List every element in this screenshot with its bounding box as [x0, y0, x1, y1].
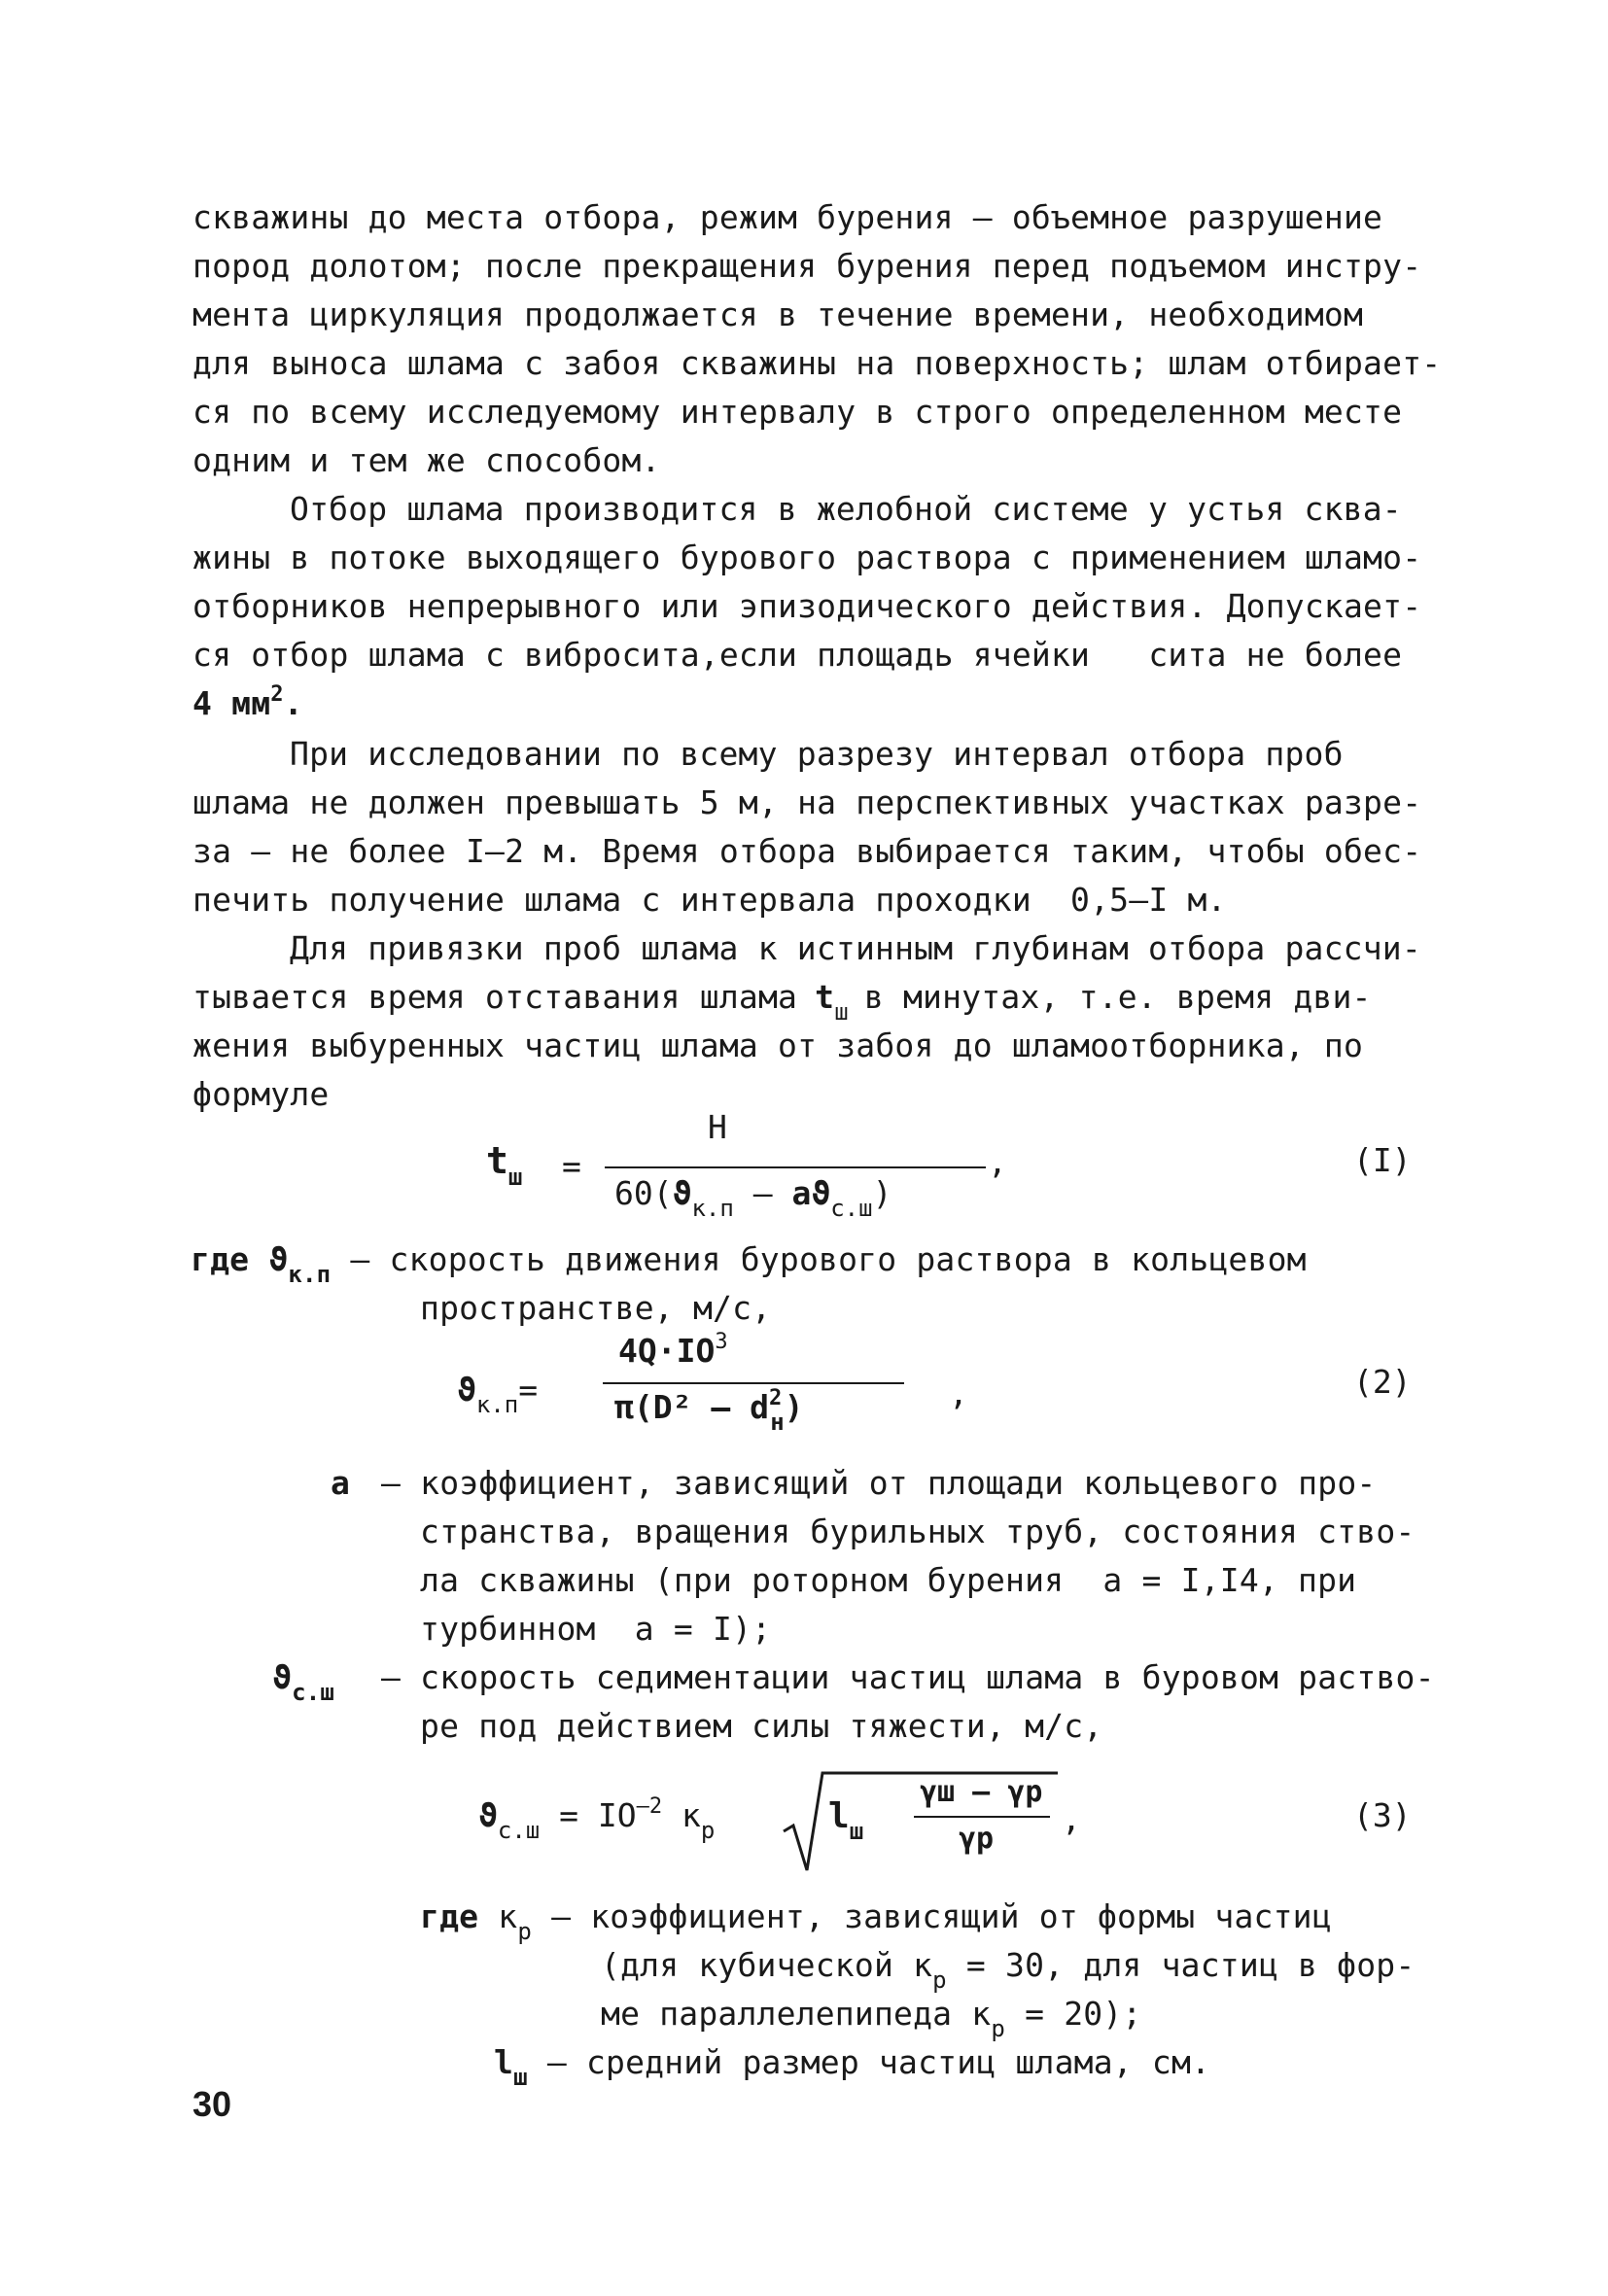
- superscript: 2: [270, 682, 284, 707]
- text-line: При исследовании по всему разрезу интервал отбора проб: [290, 735, 1344, 773]
- formula2-denominator: $\pi(D^2 - d^2_н)$: [614, 1386, 804, 1436]
- text-line: для выноса шлама с забоя скважины на поверхность; шлам отбирает-: [192, 344, 1442, 382]
- text-line: Отбор шлама производится в желобной системе у устья сква-: [290, 490, 1402, 528]
- definition-kp: где $к_р$ – коэффициент, зависящий от формы частиц: [420, 1897, 1332, 1945]
- definition-vkp: где $ϑ_{к.п}$ – скорость движения бурового раствора в кольцевом: [191, 1240, 1307, 1288]
- text-fragment: в минутах, т.е. время дви-: [863, 978, 1372, 1016]
- text-fragment: 4 мм: [192, 684, 271, 722]
- formula2-numerator: $4Q\cdot IO^3$: [618, 1330, 728, 1370]
- text-line: за – не более I–2 м. Время отбора выбирается таким, чтобы обес-: [192, 832, 1422, 870]
- fraction-bar: [605, 1166, 986, 1168]
- formula3-denominator: γр: [959, 1822, 995, 1856]
- formula3-lhs: $ϑ_{с.ш} = IO^{-2}$ $к_р$: [478, 1794, 716, 1844]
- formula1-eq: =: [562, 1147, 581, 1185]
- formula1-lhs: $t_ш$: [486, 1139, 523, 1191]
- text-line: Для привязки проб шлама к истинным глубинам отбора рассчи-: [290, 929, 1421, 967]
- text-line: ме параллелепипеда $к_р = 20$);: [601, 1995, 1142, 2042]
- text-line: шлама не должен превышать 5 м, на перспективных участках разре-: [192, 783, 1422, 821]
- text-line: ре под действием силы тяжести, м/с,: [420, 1707, 1103, 1745]
- text-fragment: .: [283, 684, 303, 722]
- text-line: турбинном a = I);: [420, 1610, 772, 1648]
- formula1-comma: ,: [988, 1143, 1007, 1181]
- text-line: – скорость седиментации частиц шлама в буровом раство-: [381, 1658, 1435, 1696]
- fraction-bar: [914, 1816, 1050, 1818]
- symbol-t: t: [815, 978, 835, 1016]
- text-line: печить получение шлама с интервала проходки 0,5–I м.: [192, 881, 1227, 919]
- fraction-bar: [603, 1382, 904, 1384]
- text-line: формуле: [192, 1075, 330, 1113]
- text-line: пространстве, м/с,: [420, 1289, 772, 1327]
- page-number: 30: [192, 2084, 232, 2124]
- text-fragment: тывается время отставания шлама: [192, 978, 798, 1016]
- symbol-vsh: $ϑ_{с.ш}$: [272, 1658, 335, 1706]
- formula3-numerator: γш – γр: [920, 1775, 1043, 1809]
- text-line: ся по всему исследуемому интервалу в строго определенном месте: [192, 393, 1403, 431]
- text-line: [192, 974, 1372, 1024]
- formula3-l: $l_ш$: [828, 1796, 864, 1845]
- text-line: ла скважины (при роторном бурения a = I,I4, при: [420, 1561, 1357, 1599]
- formula1-denominator: $60(ϑ_{к.п} - aϑ_{с.ш})$: [614, 1174, 892, 1222]
- text-line: жины в потоке выходящего бурового раствора с применением шламо-: [192, 539, 1422, 576]
- text-line: ся отбор шлама с вибросита,если площадь ячейки сита не более: [192, 636, 1403, 674]
- text-line: одним и тем же способом.: [192, 441, 661, 479]
- equation-number-1: (I): [1353, 1141, 1412, 1179]
- formula2-comma: ,: [949, 1374, 968, 1412]
- symbol-a: a: [331, 1464, 351, 1502]
- formula2-lhs: $ϑ_{к.п}=$: [457, 1371, 539, 1418]
- text-line: мента циркуляция продолжается в течение времени, необходимом: [192, 296, 1364, 333]
- text-line: пород долотом; после прекращения бурения перед подъемом инстру-: [192, 247, 1422, 285]
- formula1-numerator: H: [708, 1108, 727, 1146]
- formula3-comma: ,: [1062, 1800, 1081, 1838]
- text-line: скважины до места отбора, режим бурения – объемное разрушение: [192, 198, 1383, 236]
- text-line: жения выбуренных частиц шлама от забоя до шламоотборника, по: [192, 1026, 1364, 1064]
- text-line: – коэффициент, зависящий от площади кольцевого про-: [381, 1464, 1377, 1502]
- text-line: (для кубической $к_р = 30$, для частиц в фор-: [601, 1946, 1416, 1994]
- definition-lsh: $l_ш$ – средний размер частиц шлама, см.: [494, 2043, 1211, 2091]
- text-line: странства, вращения бурильных труб, состояния ство-: [420, 1513, 1416, 1550]
- text-line: отборников непрерывного или эпизодического действия. Допускает-: [192, 587, 1422, 625]
- subscript: ш: [834, 998, 849, 1026]
- equation-number-2: (2): [1353, 1363, 1412, 1401]
- equation-number-3: (3): [1353, 1796, 1412, 1834]
- text-line: [192, 680, 303, 732]
